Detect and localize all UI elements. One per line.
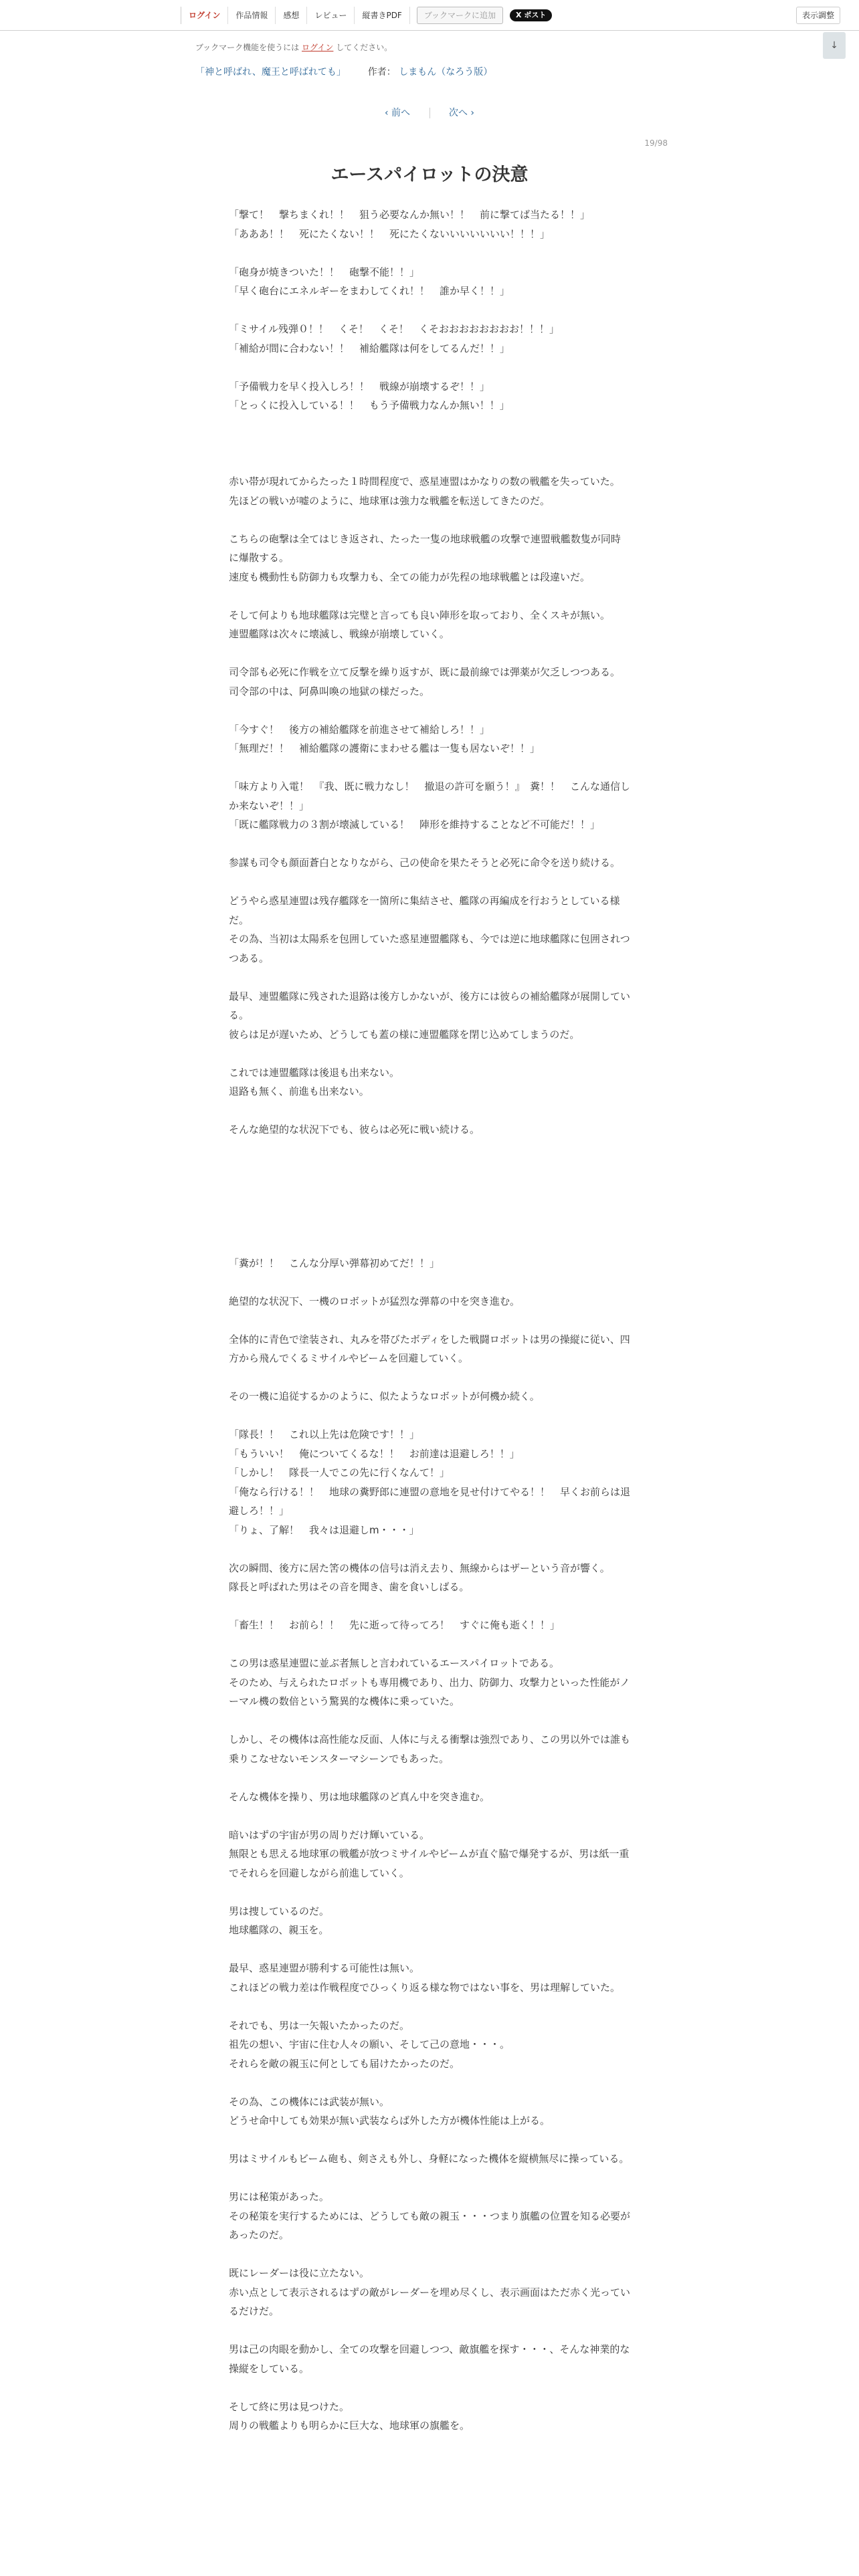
body-paragraph	[229, 1406, 630, 1426]
nav-pdf[interactable]: 縦書きPDF	[354, 7, 409, 24]
body-paragraph: この男は惑星連盟に並ぶ者無しと言われているエースパイロットである。	[229, 1657, 559, 1669]
body-paragraph: 「畜生！！ お前ら！！ 先に逝って待ってろ！ すぐに俺も逝く！！」	[229, 1619, 561, 1631]
body-paragraph: その為、当初は太陽系を包囲していた惑星連盟艦隊も、今では逆に地球艦隊に包囲されつつある。	[229, 933, 630, 964]
body-paragraph	[229, 2245, 630, 2264]
body-paragraph	[229, 243, 630, 263]
body-paragraph	[229, 1997, 630, 2016]
body-paragraph	[229, 1368, 630, 1388]
body-paragraph: 彼らは足が遅いため、どうしても蓋の様に連盟艦隊を閉じ込めてしまうのだ。	[229, 1028, 580, 1041]
top-bar	[0, 0, 859, 31]
body-paragraph	[229, 510, 630, 530]
body-paragraph: その為、この機体には武装が無い。	[229, 2095, 390, 2108]
body-paragraph: 参謀も司令も顔面蒼白となりながら、己の使命を果たそうと必死に命令を送り続ける。	[229, 857, 621, 869]
body-paragraph	[229, 1178, 630, 1197]
body-paragraph: こちらの砲撃は全てはじき返され、たった一隻の地球戦艦の攻撃で連盟戦艦数隻が同時に爆散する。	[229, 532, 621, 564]
next-chapter-button[interactable]: 次へ ›	[448, 108, 475, 118]
body-paragraph: 「予備戦力を早く投入しろ！！ 戦線が崩壊するぞ！！」	[229, 380, 490, 393]
body-paragraph	[229, 434, 630, 453]
body-paragraph: 無限とも思える地球軍の戦艦が放つミサイルやビームが直ぐ脇で爆発するが、男は紙一重でそれらを回避しながら前進していく。	[229, 1848, 630, 1879]
body-paragraph: 男は己の肉眼を動かし、全ての攻撃を回避しつつ、敵旗艦を探す・・・、そんな神業的な操縦をしている。	[229, 2343, 630, 2375]
body-paragraph: どうやら惑星連盟は残存艦隊を一箇所に集結させ、艦隊の再編成を行おうとしている様だ。	[229, 895, 620, 926]
body-paragraph: 「ミサイル残弾０！！ くそ！ くそ！ くそおおおおおおおお！！！」	[229, 323, 559, 335]
body-paragraph: 司令部も必死に作戦を立て反撃を繰り返すが、既に最前線では弾薬が欠乏しつつある。	[229, 666, 621, 678]
body-paragraph: そんな機体を操り、男は地球艦隊のど真ん中を突き進む。	[229, 1790, 490, 1803]
body-paragraph: 既にレーダーは役に立たない。	[229, 2267, 370, 2279]
body-paragraph: 連盟艦隊は次々に壊滅し、戦線が崩壊していく。	[229, 628, 450, 640]
body-paragraph: 「しかし！ 隊長一人でこの先に行くなんて！」	[229, 1467, 450, 1479]
body-paragraph: 隊長と呼ばれた男はその音を聞き、歯を食いしばる。	[229, 1581, 470, 1593]
body-paragraph: 赤い帯が現れてからたった１時間程度で、惑星連盟はかなりの数の戦艦を失っていた。	[229, 475, 620, 488]
body-paragraph: 絶望的な状況下、一機のロボットが猛烈な弾幕の中を突き進む。	[229, 1295, 520, 1307]
body-paragraph	[229, 835, 630, 854]
body-paragraph: 男はミサイルもビーム砲も、剣さえも外し、身軽になった機体を縦横無尽に操っている。	[229, 2153, 630, 2165]
body-paragraph	[229, 586, 630, 606]
body-paragraph: 最早、連盟艦隊に残された退路は後方しかないが、後方には彼らの補給艦隊が展開している。	[229, 990, 631, 1021]
body-paragraph	[229, 1140, 630, 1159]
body-paragraph: 男は捜しているのだ。	[229, 1905, 330, 1917]
x-post-button[interactable]: X ポスト	[510, 9, 552, 21]
body-paragraph: 周りの戦艦よりも明らかに巨大な、地球軍の旗艦を。	[229, 2420, 470, 2432]
body-paragraph: これでは連盟艦隊は後退も出来ない。	[229, 1066, 400, 1079]
prev-chapter-button[interactable]: ‹ 前へ	[384, 108, 411, 118]
body-paragraph	[229, 1597, 630, 1616]
body-paragraph: 司令部の中は、阿鼻叫喚の地獄の様だった。	[229, 685, 430, 697]
body-paragraph: その秘策を実行するためには、どうしても敵の親玉・・・つまり旗艦の位置を知る必要があったのだ。	[229, 2210, 631, 2241]
body-paragraph: 地球艦隊の、親玉を。	[229, 1924, 329, 1936]
body-paragraph: 「とっくに投入している！！ もう予備戦力なんか無い！！」	[229, 399, 510, 411]
notice-login-link[interactable]: ログイン	[302, 43, 334, 52]
body-paragraph: 「今すぐ！ 後方の補給艦隊を前進させて補給しろ！！」	[229, 723, 490, 736]
body-paragraph	[229, 1635, 630, 1654]
body-paragraph	[229, 1940, 630, 1959]
body-paragraph: 赤い点として表示されるはずの敵がレーダーを埋め尽くし、表示画面はただ赤く光っているだけだ。	[229, 2286, 631, 2317]
nav-work-info[interactable]: 作品情報	[227, 7, 275, 24]
chapter-pager	[0, 106, 859, 119]
display-settings-button[interactable]: 表示調整	[796, 7, 840, 24]
body-paragraph	[229, 758, 630, 778]
body-paragraph: 「もういい！ 俺についてくるな！！ お前達は退避しろ！！」	[229, 1447, 520, 1460]
body-paragraph: 先ほどの戦いが嘘のように、地球軍は強力な戦艦を転送してきたのだ。	[229, 494, 551, 507]
body-paragraph: 「あああ！！ 死にたくない！！ 死にたくないいいいいいい！！！」	[229, 227, 551, 240]
body-paragraph	[229, 415, 630, 435]
body-paragraph: 速度も機動性も防御力も攻撃力も、全ての能力が先程の地球戦艦とは段違いだ。	[229, 570, 591, 583]
page-number: 19/98	[644, 138, 668, 148]
body-paragraph	[229, 1273, 630, 1292]
scroll-down-button[interactable]	[823, 32, 846, 59]
body-paragraph: それらを敵の親玉に何としても届けたかったのだ。	[229, 2057, 460, 2070]
body-paragraph	[229, 2321, 630, 2341]
body-paragraph: そんな絶望的な状況下でも、彼らは必死に戦い続ける。	[229, 1123, 480, 1136]
author-label: 作者：	[367, 67, 396, 78]
body-paragraph: 「無理だ！！ 補給艦隊の護衛にまわせる艦は一隻も居ないぞ！！」	[229, 742, 541, 754]
body-paragraph: 「りょ、了解！ 我々は退避しm・・・」	[229, 1523, 419, 1536]
body-paragraph: その一機に追従するかのように、似たようなロボットが何機か続く。	[229, 1390, 540, 1402]
body-paragraph: そして終に男は見つけた。	[229, 2400, 350, 2413]
work-title-link[interactable]: 「神と呼ばれ、魔王と呼ばれても」	[195, 67, 346, 78]
body-paragraph: 「味方より入電！ 『我、既に戦力なし！ 撤退の許可を願う！』 糞！！ こんな通信しか来ないぞ！！」	[229, 780, 631, 812]
body-paragraph	[229, 358, 630, 377]
body-paragraph	[229, 1158, 630, 1178]
body-paragraph: 退路も無く、前進も出来ない。	[229, 1085, 369, 1097]
nav-review[interactable]: レビュー	[306, 7, 354, 24]
body-paragraph	[229, 453, 630, 473]
body-paragraph: どうせ命中しても効果が無い武装ならば外した方が機体性能は上がる。	[229, 2115, 551, 2127]
body-paragraph: 最早、惑星連盟が勝利する可能性は無い。	[229, 1962, 420, 1974]
body-paragraph	[229, 301, 630, 320]
bookmark-add-button[interactable]: ブックマークに追加	[417, 7, 503, 24]
body-paragraph: そのため、与えられたロボットも専用機であり、出力、防御力、攻撃力といった性能がノーマル機の数倍という驚異的な機体に乗っていた。	[229, 1676, 630, 1707]
body-paragraph	[229, 1883, 630, 1902]
body-paragraph	[229, 1235, 630, 1254]
notice-suffix: してください。	[336, 43, 393, 52]
body-paragraph: 「早く砲台にエネルギーをまわしてくれ！！ 誰か早く！！」	[229, 285, 510, 297]
author-link[interactable]: しまもん（なろう版）	[399, 67, 493, 78]
body-paragraph	[229, 1768, 630, 1788]
body-paragraph: 「隊長！！ これ以上先は危険です！！」	[229, 1428, 420, 1440]
body-paragraph	[229, 1196, 630, 1216]
work-info-line	[195, 65, 492, 78]
body-paragraph	[229, 1711, 630, 1731]
body-paragraph	[229, 968, 630, 987]
body-paragraph: 男には秘策があった。	[229, 2191, 329, 2203]
chapter-title: エースパイロットの決意	[330, 165, 529, 185]
body-paragraph: しかし、その機体は高性能な反面、人体に与える衝撃は強烈であり、この男以外では誰も乗りこなせないモンスターマシーンでもあった。	[229, 1733, 631, 1765]
body-paragraph: 全体的に青色で塗装され、丸みを帯びたボディをした戦闘ロボットは男の操縦に従い、四方から飛んでくるミサイルやビームを回避していく。	[229, 1333, 630, 1364]
body-paragraph	[229, 873, 630, 892]
main-nav	[181, 7, 552, 24]
body-paragraph	[229, 2073, 630, 2092]
body-paragraph: 「砲身が焼きついた！！ 砲撃不能！！」	[229, 265, 420, 278]
body-paragraph: 祖先の想い、宇宙に住む人々の願い、そして己の意地・・・。	[229, 2038, 510, 2050]
body-paragraph: 「補給が間に合わない！！ 補給艦隊は何をしてるんだ！！」	[229, 342, 510, 354]
notice-prefix: ブックマーク機能を使うには	[195, 43, 300, 52]
body-paragraph: そして何よりも地球艦隊は完璧と言っても良い陣形を取っており、全くスキが無い。	[229, 609, 611, 621]
chapter-body	[229, 205, 630, 2436]
body-paragraph	[229, 1216, 630, 1235]
body-paragraph	[229, 1044, 630, 1063]
body-paragraph: これほどの戦力差は作戦程度でひっくり返る様な物ではない事を、男は理解していた。	[229, 1981, 621, 1994]
body-paragraph	[229, 644, 630, 663]
body-paragraph	[229, 2378, 630, 2397]
body-paragraph	[229, 1311, 630, 1330]
nav-impressions[interactable]: 感想	[275, 7, 306, 24]
body-paragraph	[229, 701, 630, 720]
body-paragraph: それでも、男は一矢報いたかったのだ。	[229, 2019, 410, 2032]
body-paragraph	[229, 2169, 630, 2188]
body-paragraph: 「撃て！ 撃ちまくれ！！ 狙う必要なんか無い！！ 前に撃てば当たる！！」	[229, 209, 591, 221]
body-paragraph	[229, 1539, 630, 1559]
body-paragraph	[229, 1101, 630, 1121]
body-paragraph: 「既に艦隊戦力の３割が壊滅している！ 陣形を維持することなど不可能だ！！」	[229, 819, 601, 831]
body-paragraph: 「糞が！！ こんな分厚い弾幕初めてだ！！」	[229, 1257, 440, 1269]
login-link[interactable]: ログイン	[181, 7, 227, 24]
body-paragraph: 次の瞬間、後方に居た筈の機体の信号は消え去り、無線からはザーという音が響く。	[229, 1562, 610, 1574]
bookmark-login-notice	[195, 41, 392, 53]
body-paragraph: 「俺なら行ける！！ 地球の糞野郎に連盟の意地を見せ付けてやる！！ 早くお前らは退避しろ！！」	[229, 1485, 631, 1517]
arrow-down-icon: ↓	[830, 40, 838, 51]
body-paragraph	[229, 2131, 630, 2150]
body-paragraph	[229, 1806, 630, 1826]
body-paragraph: 暗いはずの宇宙が男の周りだけ輝いている。	[229, 1828, 430, 1841]
